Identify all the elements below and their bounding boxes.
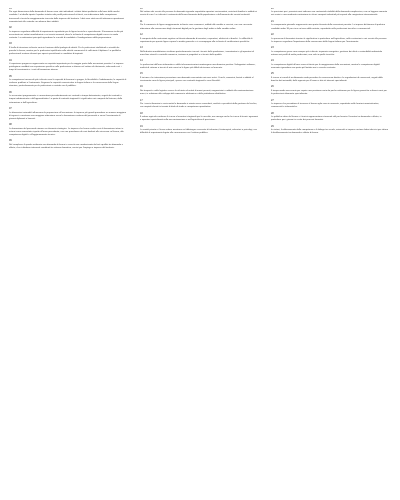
- entry-number: 25: [271, 72, 274, 76]
- document-entry: [271, 113, 389, 123]
- entry-paragraph: Nei trasporti e nella logistica cresce la richiesta di autisti di mezzi pesanti, magazzinieri e addetti alla movimentazione merci, in relazione allo sviluppo del commercio elettronico e delle piattaforme distributive.: [140, 89, 254, 95]
- document-entry: [271, 60, 389, 70]
- document-entry: [140, 126, 258, 136]
- entry-paragraph: Per ogni dimensione della domanda di lavoro sono stati individuati i relativi fattori qualitativi sulla base delle analisi condotte. La tabella riporta il quadro sintetico dei profili professionali richiesti, con indicazione delle competenze trasversali e tecniche maggiormente ricercate dalle imprese del territorio. I dati sono stati raccolti attraverso questionari somministrati alle aziende con almeno dieci addetti.: [9, 11, 125, 23]
- entry-number: 16: [140, 85, 143, 89]
- document-entry: [271, 100, 389, 110]
- text-column-1: [9, 8, 127, 494]
- entry-number: 13: [140, 46, 143, 50]
- entry-paragraph: In sintesi, il rafforzamento delle competenze e il dialogo tra scuola, università e imprese restano fattori decisivi per ridurre il disallineamento tra domanda e offerta di lavoro.: [271, 129, 389, 135]
- document-entry: [140, 21, 258, 31]
- entry-number: 02: [9, 26, 12, 30]
- text-column-2: [140, 8, 258, 494]
- entry-number: 26: [271, 85, 274, 89]
- document-entry: [9, 108, 127, 121]
- entry-paragraph: Il comparto delle costruzioni registra un'elevata domanda di muratori, carpentieri, elettricisti e idraulici. La difficoltà di reperimento per queste figure supera la media generale e si accompagna alla richiesta di certificazioni specifiche.: [140, 37, 253, 43]
- document-entry: [9, 140, 127, 150]
- entry-number: 21: [271, 20, 274, 24]
- document-entry: [271, 86, 389, 96]
- document-entry: [140, 113, 258, 123]
- entry-paragraph: La presenza di lavoratori stranieri è significativa in particolare nell'agricoltura, nelle costruzioni e nei servizi alle persone. Le imprese segnalano l'importanza della conoscenza della lingua italiana per l'inserimento.: [271, 37, 388, 43]
- entry-paragraph: Le imprese segnalano difficoltà di reperimento soprattutto per le figure tecniche e specializzate. Il fenomeno risulta più accentuato nei settori manifatturieri e nei servizi avanzati, dove la richiesta di competenze digitali cresce in modo costante. Le motivazioni principali riguardano la scarsità di candidati e l'inadeguatezza della preparazione.: [9, 30, 124, 39]
- entry-number: 29: [271, 124, 274, 128]
- document-entry: [140, 100, 258, 110]
- entry-number: 04: [9, 58, 12, 62]
- entry-paragraph: Le previsioni per i prossimi mesi indicano una sostanziale stabilità della domanda complessiva, con un leggero aumento nei servizi e una moderata contrazione in alcuni comparti industriali più esposti alla congiuntura internazionale.: [271, 11, 388, 17]
- entry-number: 11: [140, 20, 143, 24]
- entry-number: 27: [271, 98, 274, 102]
- document-entry: [9, 92, 127, 105]
- entry-number: 05: [9, 74, 12, 78]
- entry-paragraph: Le competenze trasversali più richieste sono la capacità di lavorare in gruppo, la flessibilità e l'adattamento, la capacità di risolvere problemi e l'autonomia. Seguono la capacità comunicativa in lingua italiana e la conoscenza delle lingue straniere, particolarmente per le professioni a contatto con il pubblico.: [9, 79, 127, 88]
- document-entry: [9, 76, 127, 89]
- document-entry: [271, 73, 389, 83]
- entry-number: 15: [140, 72, 143, 76]
- entry-paragraph: Le competenze green sono sempre più richieste: risparmio energetico, gestione dei rifiuti e sostenibilità ambientale entrano nei profili di molte professioni, non solo in quelle tecniche.: [271, 50, 383, 56]
- entry-paragraph: Nel complesso il quadro evidenzia una domanda di lavoro in crescita ma caratterizzata da forti squilibri tra domanda e offerta, che richiedono interventi coordinati tra sistema formativo, servizi per l'impiego e imprese del territorio.: [9, 143, 123, 149]
- entry-paragraph: Il turismo e la ristorazione presentano una domanda concentrata nei mesi estivi. Cuochi, camerieri, baristi e addetti al ricevimento sono le figure principali, spesso con contratti stagionali e orari flessibili.: [140, 76, 254, 82]
- entry-number: 14: [140, 59, 143, 63]
- text-column-3: [271, 8, 389, 494]
- entry-number: 23: [271, 46, 274, 50]
- entry-number: 06: [9, 90, 12, 94]
- document-entry: [271, 126, 389, 136]
- document-entry: [271, 47, 389, 57]
- entry-paragraph: Per il commercio le figure maggiormente richieste sono commessi, addetti alle vendite e cassieri, con una crescente attenzione alla conoscenza degli strumenti digitali per la gestione degli ordini e delle vendite online.: [140, 24, 253, 30]
- entry-paragraph: Il livello di istruzione richiesto varia in funzione della tipologia di attività. Per le professioni intellettuali e scientifiche prevale la laurea, mentre per le professioni qualificate nelle attività commerciali è sufficiente il diploma. Le qualifiche professionali restano rilevanti per operai specializzati e conduttori di impianti.: [9, 46, 121, 56]
- entry-number: 10: [140, 8, 143, 10]
- entry-number: 12: [140, 33, 143, 37]
- entry-number: 20: [271, 8, 274, 10]
- entry-paragraph: Le dimensioni aziendali influenzano la propensione all'assunzione: le imprese più grandi prevedono un numero maggiore di ingressi e mostrano una maggiore attenzione verso la formazione continua del personale e verso l'inserimento di giovani diplomati e laureati.: [9, 111, 127, 120]
- document-entry: [9, 60, 127, 73]
- entry-paragraph: Le competenze digitali di base sono richieste per la maggioranza delle assunzioni, mentre le competenze digitali avanzate riguardano una quota più limitata ma in crescita costante.: [271, 63, 380, 69]
- entry-number: 08: [9, 123, 12, 127]
- entry-number: 19: [140, 124, 143, 128]
- entry-paragraph: Nell'industria manifatturiera risultano particolarmente ricercati i tecnici della produzione, i manutentori e gli operatori di macchine utensili a controllo numerico, insieme ai progettisti e ai tecnici della qualità.: [140, 50, 254, 56]
- document-entry: [140, 47, 258, 57]
- entry-paragraph: Le professioni dell'area informatica e delle telecomunicazioni mantengono una dinamica positiva. Sviluppatori software, analisti di sistema e tecnici di rete sono tra le figure più difficili da trovare sul mercato.: [140, 63, 256, 69]
- entry-number: 09: [9, 139, 12, 143]
- entry-paragraph: Il ricorso ai canali di reclutamento vede prevalere la conoscenza diretta e le segnalazioni di conoscenti, seguiti dalle banche dati aziendali, dalle agenzie per il lavoro e dai siti internet specializzati.: [271, 76, 383, 82]
- entry-paragraph: La componente giovanile rappresenta una quota rilevante delle assunzioni previste. Le imprese dichiarano di preferire candidati under 30 per circa un terzo delle entrate, soprattutto nelle professioni tecniche e commerciali.: [271, 24, 386, 30]
- document-entry: [9, 43, 127, 56]
- document-entry: [9, 124, 127, 137]
- document-entry: [271, 34, 389, 44]
- entry-paragraph: Le imprese che prevedono di ricorrere al lavoro agile sono in aumento, soprattutto nelle funzioni amministrative, commerciali e informatiche.: [271, 102, 380, 109]
- entry-number: 18: [140, 111, 143, 115]
- entry-paragraph: Il settore agricolo conferma il ricorso a lavoratori stagionali per la raccolta, ma emerge anche la ricerca di tecnici agronomi e operatori specializzati nella meccanizzazione e nell'agricoltura di precisione.: [140, 116, 258, 122]
- entry-paragraph: La formazione del personale rimane un elemento strategico. Le imprese che hanno svolto corsi di formazione interni o esterni sono aumentate rispetto all'anno precedente, con una prevalenza di corsi dedicati alla sicurezza sul lavoro, alle competenze digitali e all'aggiornamento tecnico.: [9, 127, 124, 136]
- entry-number: 17: [140, 98, 143, 102]
- entry-paragraph: Le politiche attive del lavoro e i tirocini rappresentano strumenti utili per favorire l'incontro tra domanda e offerta, in particolare per i giovani in uscita dai percorsi formativi.: [271, 116, 382, 122]
- entry-paragraph: L'esperienza pregressa rappresenta un requisito importante per la maggior parte delle assunzioni previste. Le imprese privilegiano candidati con esperienza specifica nella professione o almeno nel settore di riferimento, riducendo così i tempi di inserimento e i costi di formazione interna.: [9, 63, 124, 72]
- document-entry: [271, 8, 389, 18]
- entry-number: 07: [9, 107, 12, 111]
- document-entry: [140, 34, 258, 44]
- entry-number: 03: [9, 42, 12, 46]
- document-entry: [140, 86, 258, 96]
- document-entry: [140, 8, 258, 18]
- entry-paragraph: Per i servizi finanziari e assicurativi la domanda si orienta verso consulenti, analisti e specialisti della gestione del rischio, con requisiti elevati in termini di titolo di studio e competenze quantitative.: [140, 102, 257, 109]
- entry-paragraph: Nel settore dei servizi alle persone la domanda riguarda soprattutto operatori sociosanitari, assistenti familiari e addetti ai servizi di cura. La richiesta è sostenuta dall'invecchiamento della popolazione e dall'aumento dei servizi territoriali.: [140, 11, 257, 17]
- entry-paragraph: La sanità privata e il terzo settore mostrano un fabbisogno crescente di infermieri, fisioterapisti, educatori e psicologi, con difficoltà di reperimento legate alla concorrenza con il settore pubblico.: [140, 129, 257, 135]
- document-entry: [9, 8, 127, 24]
- entry-number: 24: [271, 59, 274, 63]
- document-entry: [140, 60, 258, 70]
- document-entry: [271, 21, 389, 31]
- entry-paragraph: Il tempo medio necessario per coprire una posizione varia da poche settimane per le figure generiche a diversi mesi per le professioni altamente specializzate.: [271, 89, 387, 95]
- entry-number: 22: [271, 33, 274, 37]
- entry-paragraph: Le assunzioni programmate si concentrano prevalentemente nei contratti a tempo determinato, seguiti dai contratti a tempo indeterminato e dall'apprendistato. La quota di contratti stagionali è significativa nei comparti del turismo, della ristorazione e dell'agricoltura.: [9, 95, 123, 104]
- entry-number: 01: [9, 8, 12, 10]
- document-entry: [9, 27, 127, 40]
- document-entry: [140, 73, 258, 83]
- entry-number: 28: [271, 111, 274, 115]
